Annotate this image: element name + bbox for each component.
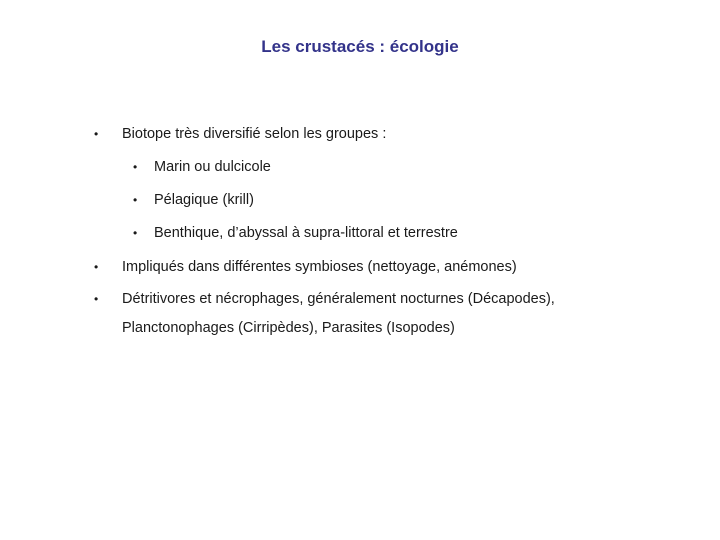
list-item-biotope: Biotope très diversifié selon les groupes : [122, 126, 387, 142]
slide-title: Les crustacés : écologie [261, 37, 459, 56]
bullet-icon: • [133, 226, 138, 240]
bullet-icon: • [94, 292, 99, 306]
sub-item-pelagique: Pélagique (krill) [154, 192, 254, 208]
sub-item-benthique: Benthique, d’abyssal à supra-littoral et terrestre [154, 225, 458, 241]
list-item-regime-line2: Planctonophages (Cirripèdes), Parasites (Isopodes) [122, 320, 455, 336]
bullet-icon: • [133, 193, 138, 207]
bullet-icon: • [94, 127, 99, 141]
list-item-regime-line1: Détritivores et nécrophages, généralement nocturnes (Décapodes), [122, 291, 555, 307]
list-item-symbioses: Impliqués dans différentes symbioses (nettoyage, anémones) [122, 259, 517, 275]
sub-item-marin: Marin ou dulcicole [154, 159, 271, 175]
bullet-icon: • [94, 260, 99, 274]
bullet-icon: • [133, 160, 138, 174]
